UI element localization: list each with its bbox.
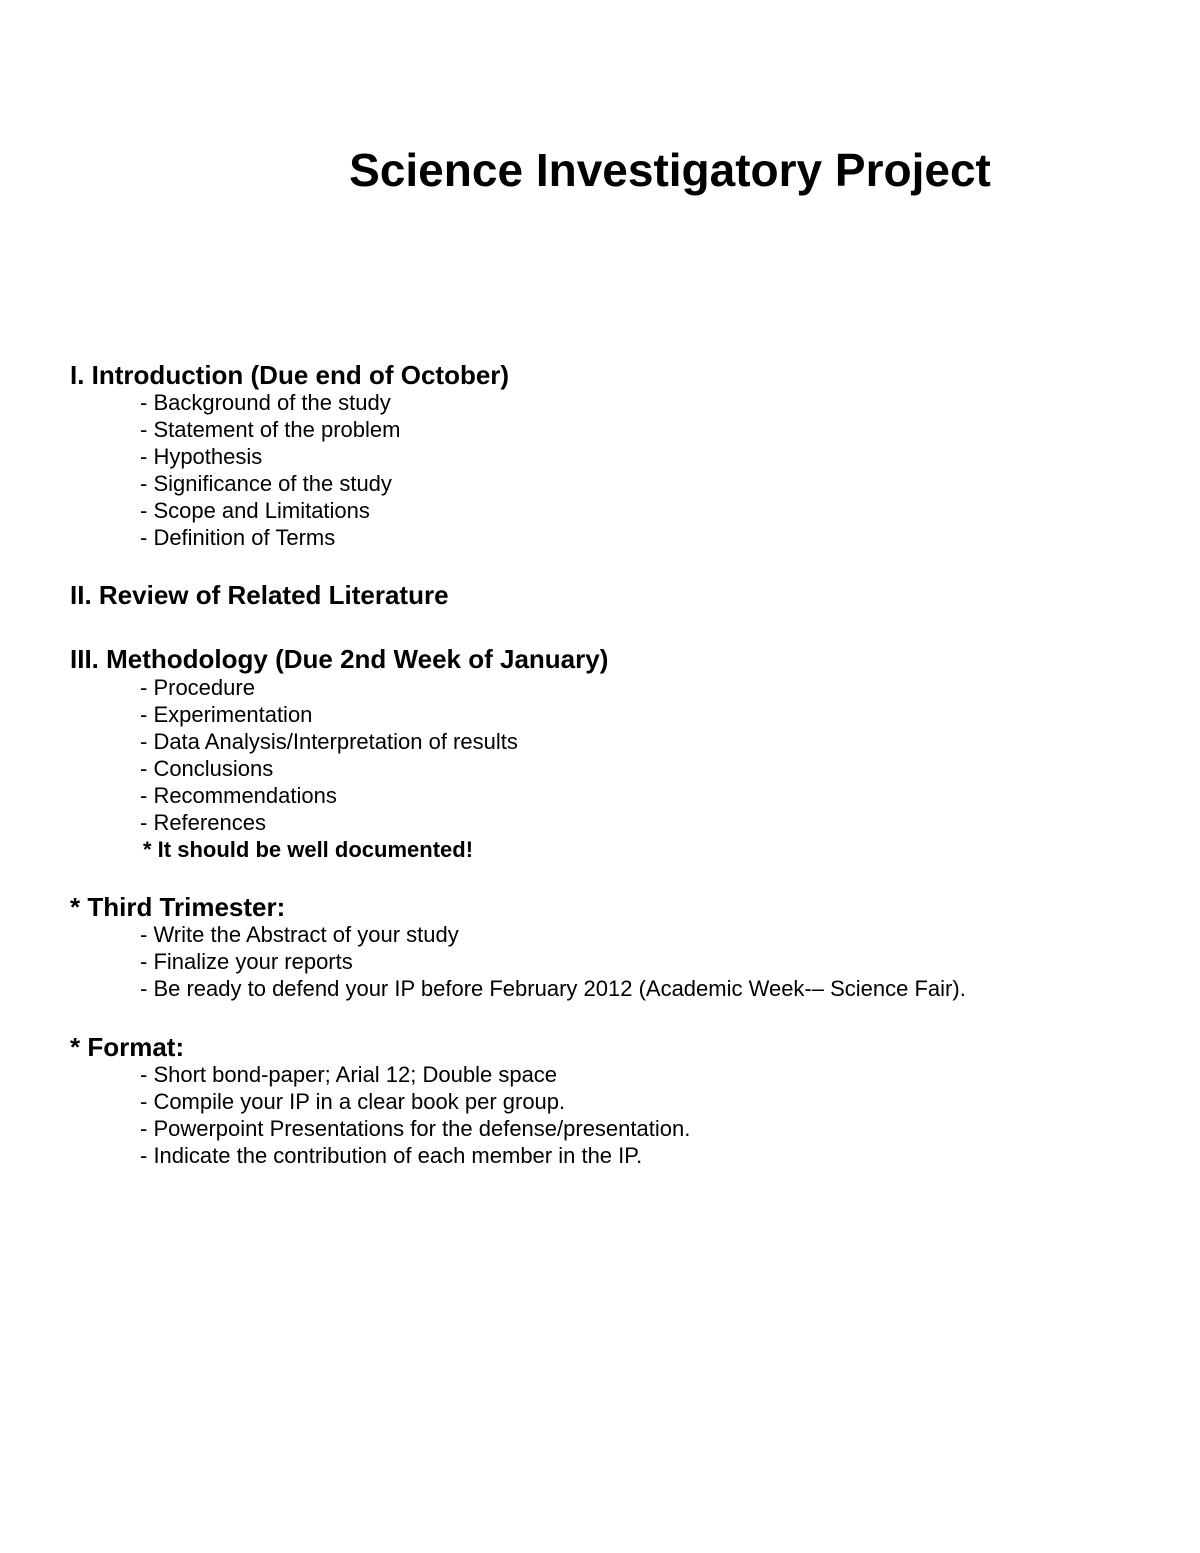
list-item: - Experimentation bbox=[140, 702, 313, 727]
third-trimester-items bbox=[140, 921, 966, 1002]
format-items bbox=[140, 1061, 690, 1169]
section-heading-introduction: I. Introduction (Due end of October) bbox=[70, 360, 510, 390]
list-item: - Finalize your reports bbox=[140, 949, 353, 974]
introduction-items bbox=[140, 389, 400, 551]
list-item: - Powerpoint Presentations for the defense/presentation. bbox=[140, 1116, 691, 1141]
section-heading-format: * Format: bbox=[70, 1032, 185, 1062]
list-item: - Definition of Terms bbox=[140, 525, 336, 550]
list-item: - Background of the study bbox=[140, 390, 391, 415]
methodology-note: * It should be well documented! bbox=[143, 837, 474, 862]
list-item: - Short bond-paper; Arial 12; Double space bbox=[140, 1062, 558, 1087]
list-item: - Significance of the study bbox=[140, 471, 392, 496]
list-item: - Scope and Limitations bbox=[140, 498, 370, 523]
list-item: - References bbox=[140, 810, 266, 835]
list-item: - Write the Abstract of your study bbox=[140, 922, 459, 947]
list-item: - Conclusions bbox=[140, 756, 274, 781]
document-title: Science Investigatory Project bbox=[349, 144, 991, 196]
list-item: - Indicate the contribution of each member in the IP. bbox=[140, 1143, 643, 1168]
list-item: - Procedure bbox=[140, 675, 255, 700]
methodology-items bbox=[140, 674, 518, 836]
list-item: - Be ready to defend your IP before February 2012 (Academic Week-– Science Fair). bbox=[140, 976, 966, 1001]
list-item: - Hypothesis bbox=[140, 444, 263, 469]
list-item: - Recommendations bbox=[140, 783, 337, 808]
list-item: - Data Analysis/Interpretation of results bbox=[140, 729, 518, 754]
list-item: - Statement of the problem bbox=[140, 417, 401, 442]
section-heading-third-trimester: * Third Trimester: bbox=[70, 892, 286, 922]
section-heading-methodology: III. Methodology (Due 2nd Week of January) bbox=[70, 644, 609, 674]
list-item: - Compile your IP in a clear book per group. bbox=[140, 1089, 566, 1114]
section-heading-review: II. Review of Related Literature bbox=[70, 580, 449, 610]
